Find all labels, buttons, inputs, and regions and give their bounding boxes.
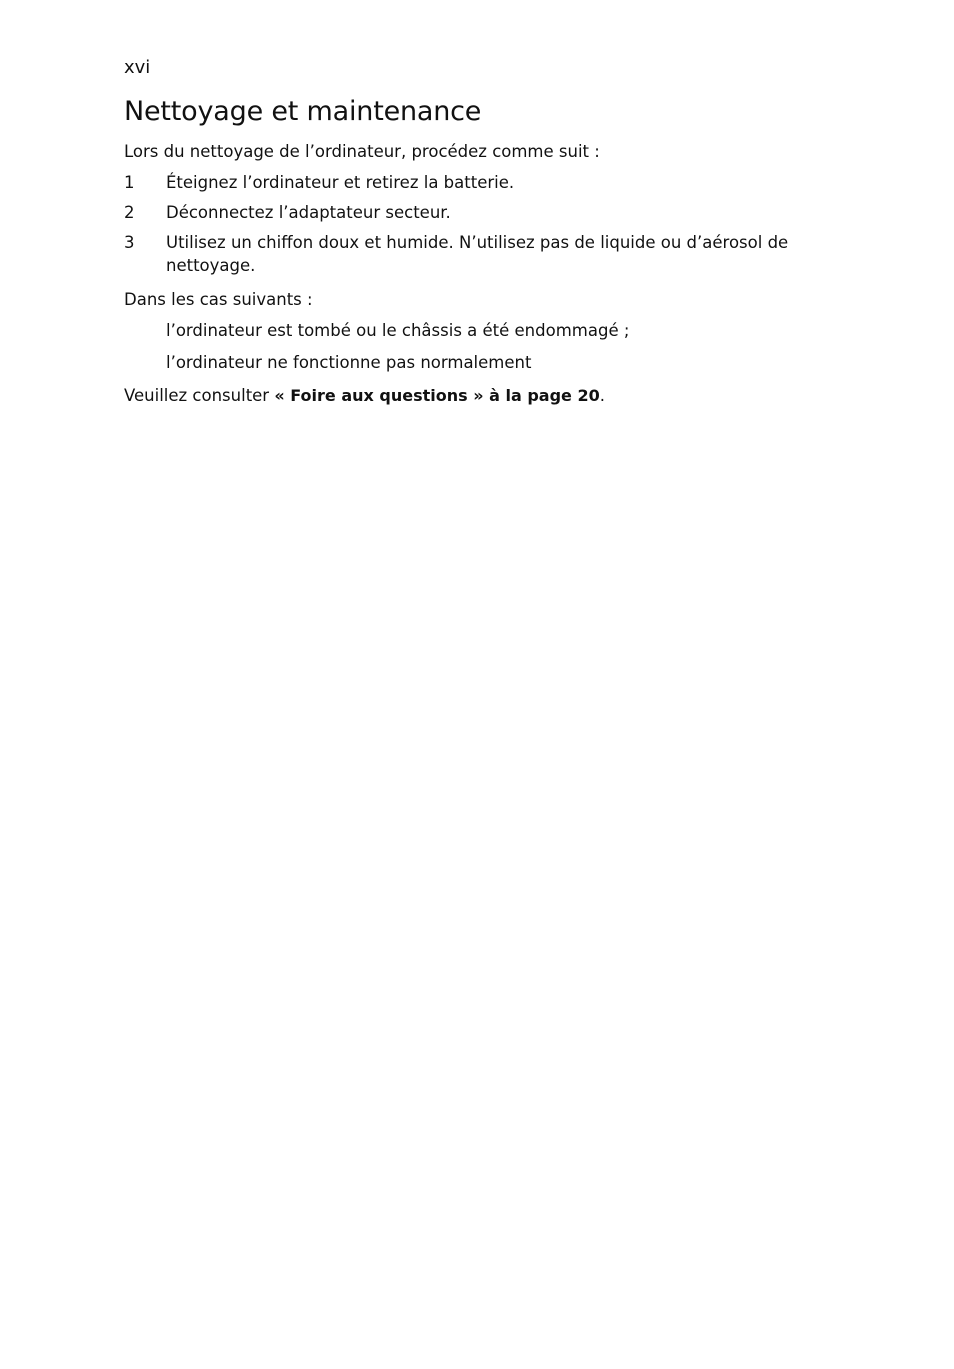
step-item xyxy=(124,171,804,194)
step-number: 3 xyxy=(124,233,135,252)
cleaning-steps-list xyxy=(124,171,804,284)
cases-list xyxy=(166,319,629,383)
consult-paragraph xyxy=(124,384,605,407)
step-item xyxy=(124,231,804,277)
case-item: l’ordinateur ne fonctionne pas normalement xyxy=(166,353,532,372)
intro-paragraph: Lors du nettoyage de l’ordinateur, procédez comme suit : xyxy=(124,142,600,161)
consult-suffix: . xyxy=(599,386,605,405)
faq-page-link[interactable]: « Foire aux questions » à la page 20 xyxy=(274,386,600,405)
step-number: 2 xyxy=(124,203,135,222)
step-text: Déconnectez l’adaptateur secteur. xyxy=(166,203,451,222)
case-item: l’ordinateur est tombé ou le châssis a été endommagé ; xyxy=(166,321,630,340)
step-item xyxy=(124,201,804,224)
step-number: 1 xyxy=(124,173,135,192)
step-text: Utilisez un chiffon doux et humide. N’utilisez pas de liquide ou d’aérosol de nettoyage. xyxy=(166,233,789,275)
section-title: Nettoyage et maintenance xyxy=(124,96,482,127)
step-text: Éteignez l’ordinateur et retirez la batterie. xyxy=(166,173,515,192)
cases-intro: Dans les cas suivants : xyxy=(124,290,313,309)
page-number: xvi xyxy=(124,57,151,78)
consult-prefix: Veuillez consulter xyxy=(124,386,275,405)
